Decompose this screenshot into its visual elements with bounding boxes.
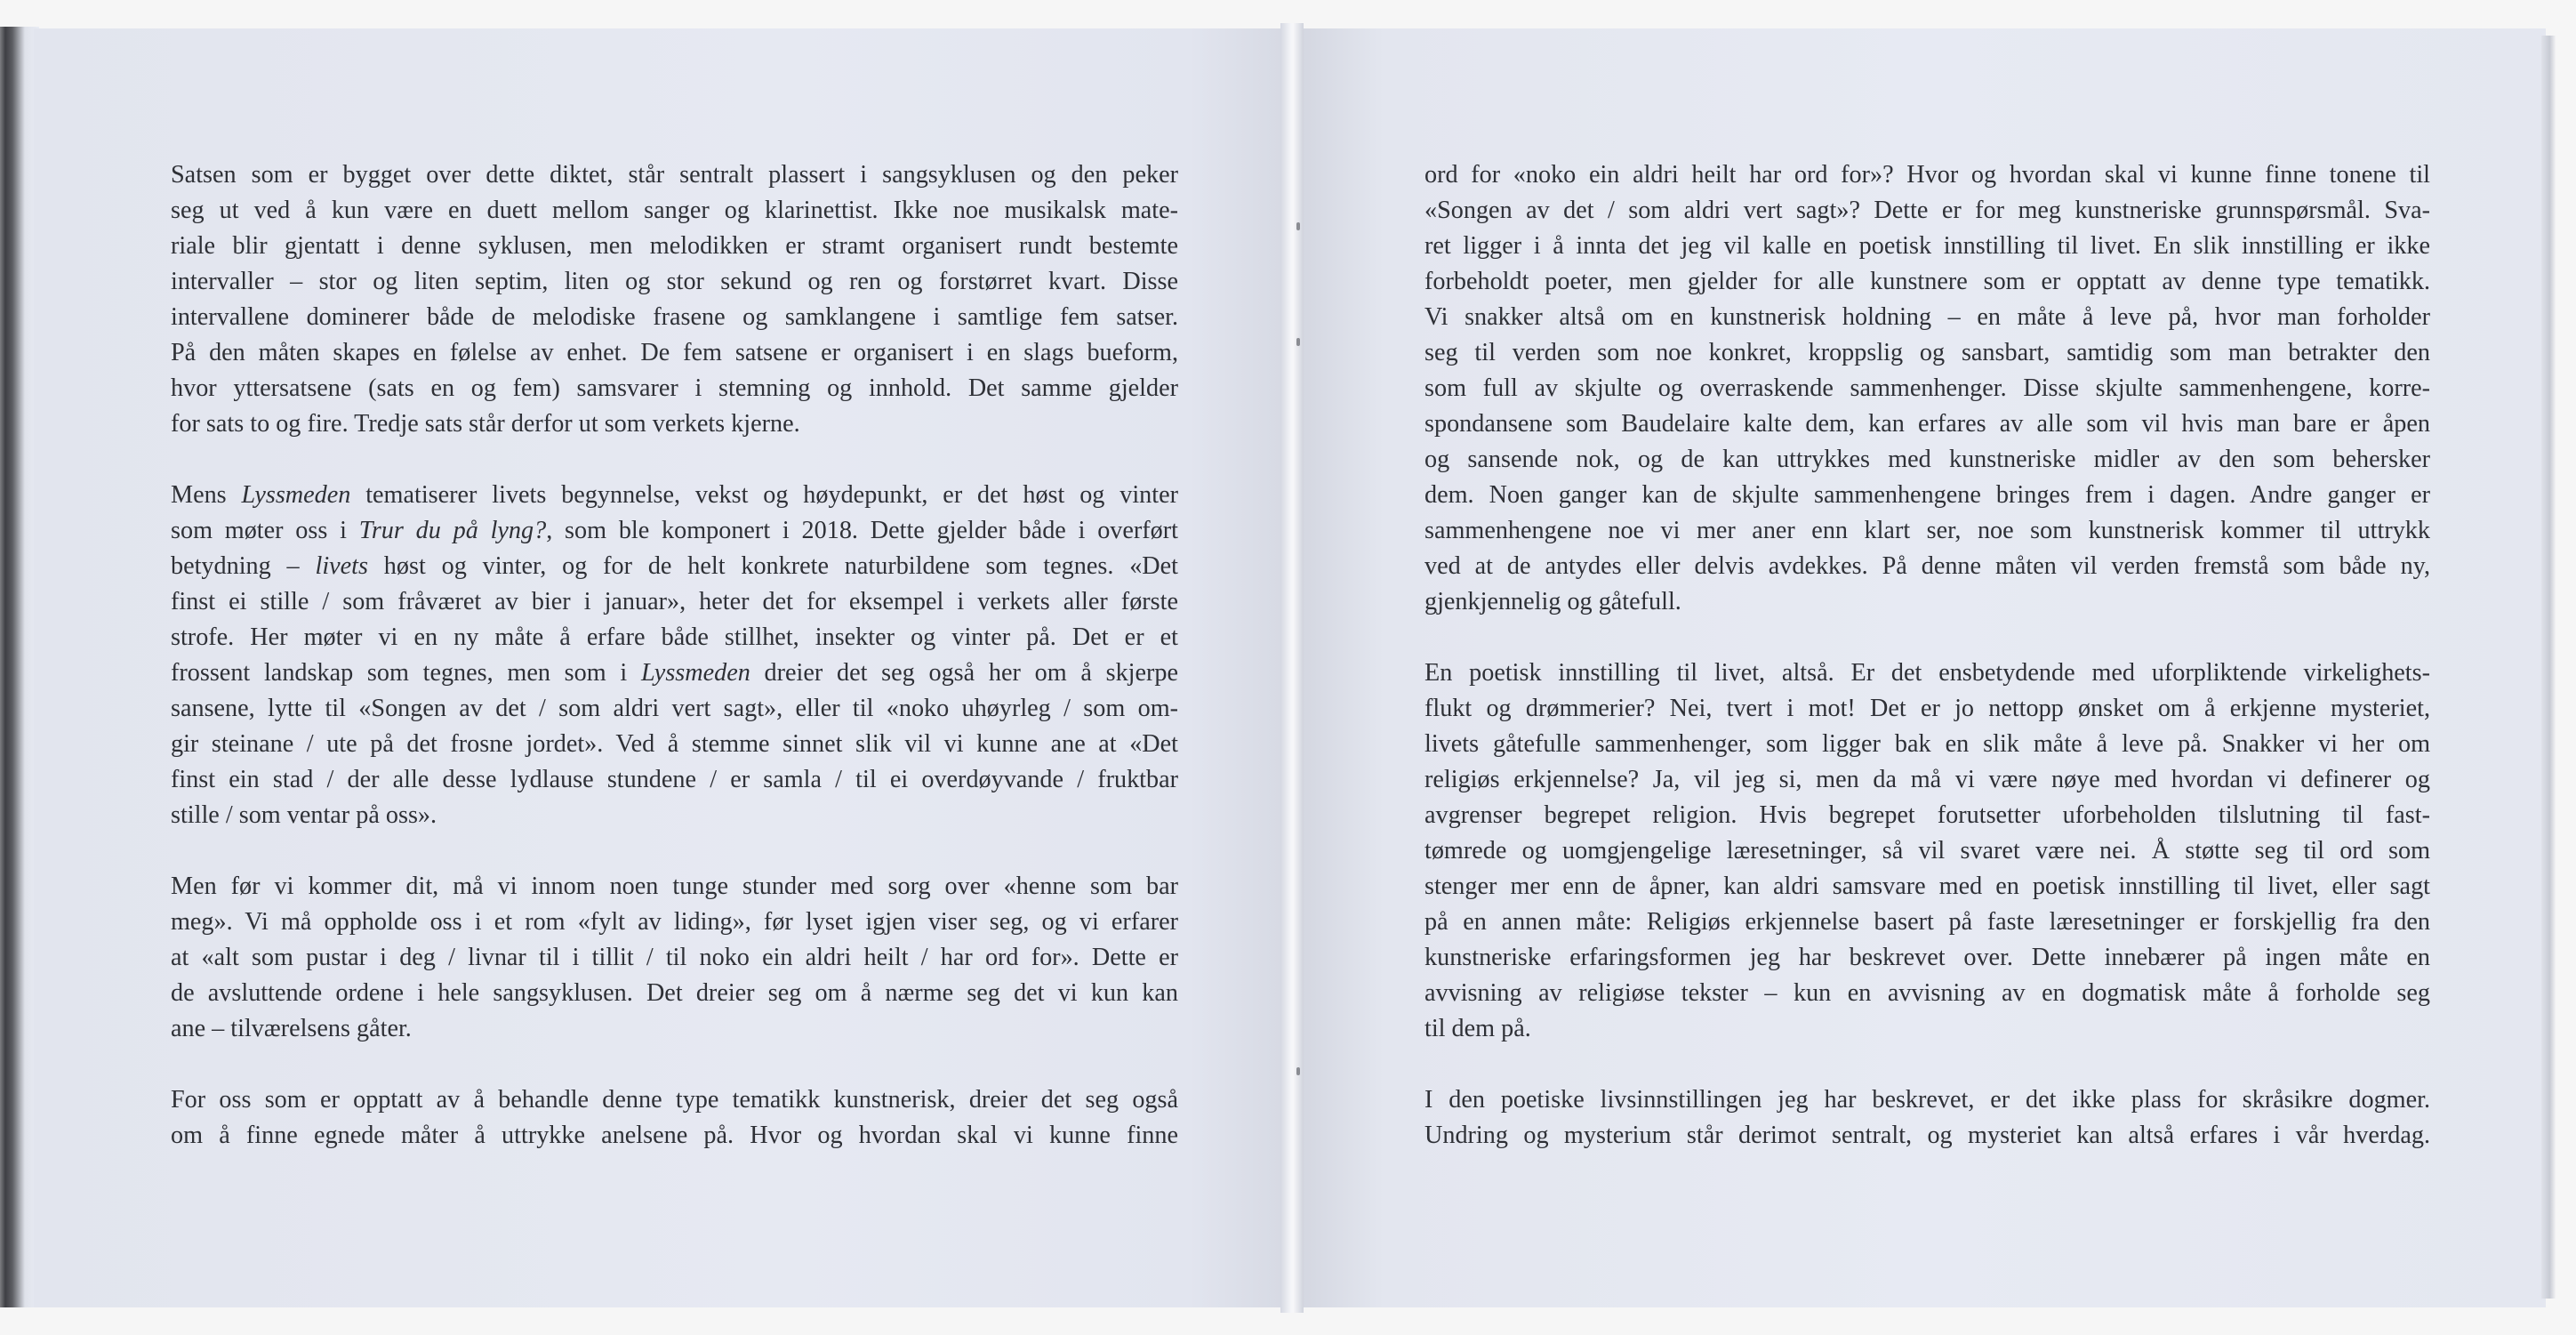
text-line: de avsluttende ordene i hele sangsyklusen. Det dreier seg om å nærme seg det vi kun kan <box>171 979 1178 1007</box>
paragraph <box>171 869 1178 1047</box>
text-line: riale blir gjentatt i denne syklusen, men melodikken er stramt organisert rundt bestemte <box>171 232 1178 260</box>
text-line: «Songen av det / som aldri vert sagt»? Dette er for meg kunstneriske grunnspørsmål. Sva- <box>1424 197 2430 224</box>
paragraph <box>171 478 1178 833</box>
text-line: sansene, lytte til «Songen av det / som aldri vert sagt», eller til «noko uhøyrleg / som om- <box>171 695 1178 722</box>
text-line: avvisning av religiøse tekster – kun en avvisning av en dogmatisk måte å forholde seg <box>1424 979 2430 1007</box>
paragraph <box>1424 1082 2430 1154</box>
text-line: seg ut ved å kun være en duett mellom sanger og klarinettist. Ikke noe musikalsk mate- <box>171 197 1178 224</box>
text-line: ret ligger i å innta det jeg vil kalle en poetisk innstilling til livet. En slik innstilling er ikke <box>1424 232 2430 260</box>
text-line: forbeholdt poeter, men gjelder for alle kunstnere som er opptatt av denne type tematikk. <box>1424 268 2430 295</box>
text-line: og sansende nok, og de kan uttrykkes med kunstneriske midler av den som behersker <box>1424 446 2430 473</box>
text-line: En poetisk innstilling til livet, altså. Er det ensbetydende med uforpliktende virkelighets- <box>1424 659 2430 687</box>
text-line: flukt og drømmerier? Nei, tvert i mot! Det er jo nettopp ønsket om å erkjenne mysteriet, <box>1424 695 2430 722</box>
text-line: Satsen som er bygget over dette diktet, står sentralt plassert i sangsyklusen og den peker <box>171 161 1178 189</box>
paragraph <box>171 157 1178 442</box>
text-line: For oss som er opptatt av å behandle denne type tematikk kunstnerisk, dreier det seg også <box>171 1086 1178 1114</box>
paragraph <box>1424 157 2430 620</box>
text-line: avgrenser begrepet religion. Hvis begrepet forutsetter uforbeholden tilslutning til fast- <box>1424 801 2430 829</box>
text-line: seg til verden som noe konkret, kroppslig og sansbart, samtidig som man betrakter den <box>1424 339 2430 366</box>
text-line: Men før vi kommer dit, må vi innom noen tunge stunder med sorg over «henne som bar <box>171 873 1178 900</box>
text-line: ord for «noko ein aldri heilt har ord for»? Hvor og hvordan skal vi kunne finne tonene til <box>1424 161 2430 189</box>
text-line: Mens Lyssmeden tematiserer livets begynnelse, vekst og høydepunkt, er det høst og vinter <box>171 481 1178 509</box>
text-line: I den poetiske livsinnstillingen jeg har beskrevet, er det ikke plass for skråsikre dogmer. <box>1424 1086 2430 1114</box>
text-line: livets gåtefulle sammenhenger, som ligger bak en slik måte å leve på. Snakker vi her om <box>1424 730 2430 758</box>
text-line: meg». Vi må oppholde oss i et rom «fylt av liding», før lyset igjen viser seg, og vi erfarer <box>171 908 1178 936</box>
spine-gutter <box>1280 23 1304 1313</box>
text-line: finst ein stad / der alle desse lydlause stundene / er samla / til ei overdøyvande / fruktbar <box>171 766 1178 793</box>
paragraph <box>1424 655 2430 1047</box>
text-line: kunstneriske erfaringsformen jeg har beskrevet over. Dette innebærer på ingen måte en <box>1424 944 2430 971</box>
text-line: intervallene dominerer både de melodiske frasene og samklangene i samtlige fem satser. <box>171 303 1178 331</box>
staple-mark <box>1296 338 1300 346</box>
text-line: tømrede og uomgjengelige læresetninger, så vil svaret være nei. Å støtte seg til ord som <box>1424 837 2430 865</box>
text-line: betydning – livets høst og vinter, og for de helt konkrete naturbildene som tegnes. «Det <box>171 552 1178 580</box>
text-line: dem. Noen ganger kan de skjulte sammenhengene bringes frem i dagen. Andre ganger er <box>1424 481 2430 509</box>
text-line: ane – tilværelsens gåter. <box>171 1015 412 1042</box>
text-line: sammenhengene noe vi mer aner enn klart ser, noe som kunstnerisk kommer til uttrykk <box>1424 517 2430 544</box>
text-line: om å finne egnede måter å uttrykke anelsene på. Hvor og hvordan skal vi kunne finne <box>171 1122 1178 1149</box>
paragraph <box>171 1082 1178 1154</box>
text-line: at «alt som pustar i deg / livnar til i tillit / til noko ein aldri heilt / har ord for». Dette er <box>171 944 1178 971</box>
text-line: gjenkjennelig og gåtefull. <box>1424 588 1681 615</box>
text-line: Vi snakker altså om en kunstnerisk holdning – en måte å leve på, hvor man forholder <box>1424 303 2430 331</box>
staple-mark <box>1296 1067 1300 1075</box>
booklet-right-edge <box>2541 36 2556 1299</box>
text-line: Undring og mysterium står derimot sentralt, og mysteriet kan altså erfares i vår hverdag. <box>1424 1122 2430 1149</box>
text-line: gir steinane / ute på det frosne jordet». Ved å stemme sinnet slik vil vi kunne ane at «Det <box>171 730 1178 758</box>
text-line: som full av skjulte og overraskende sammenhenger. Disse skjulte sammenhengene, korre- <box>1424 374 2430 402</box>
text-line: for sats to og fire. Tredje sats står derfor ut som verkets kjerne. <box>171 410 800 438</box>
text-line: stille / som ventar på oss». <box>171 801 437 829</box>
text-line: på en annen måte: Religiøs erkjennelse basert på faste læresetninger er forskjellig fra den <box>1424 908 2430 936</box>
text-line: spondansene som Baudelaire kalte dem, kan erfares av alle som vil hvis man bare er åpen <box>1424 410 2430 438</box>
text-line: hvor yttersatsene (sats en og fem) samsvarer i stemning og innhold. Det samme gjelder <box>171 374 1178 402</box>
text-line: ved at de antydes eller delvis avdekkes. På denne måten vil verden fremstå som både ny, <box>1424 552 2430 580</box>
text-line: strofe. Her møter vi en ny måte å erfare både stillhet, insekter og vinter på. Det er et <box>171 623 1178 651</box>
staple-mark <box>1296 222 1300 230</box>
text-line: til dem på. <box>1424 1015 1531 1042</box>
left-page-text <box>171 157 1178 1154</box>
text-line: som møter oss i Trur du på lyng?, som ble komponert i 2018. Dette gjelder både i overført <box>171 517 1178 544</box>
text-line: intervaller – stor og liten septim, liten og stor sekund og ren og forstørret kvart. Disse <box>171 268 1178 295</box>
text-line: frossent landskap som tegnes, men som i Lyssmeden dreier det seg også her om å skjerpe <box>171 659 1178 687</box>
text-line: religiøs erkjennelse? Ja, vil jeg si, men da må vi være nøye med hvordan vi definerer og <box>1424 766 2430 793</box>
right-page-text <box>1424 157 2430 1154</box>
text-line: finst ei stille / som fråværet av bier i januar», heter det for eksempel i verkets aller første <box>171 588 1178 615</box>
text-line: stenger mer enn de åpner, kan aldri samsvare med en poetisk innstilling til livet, eller sagt <box>1424 873 2430 900</box>
text-line: På den måten skapes en følelse av enhet. De fem satsene er organisert i en slags bueform, <box>171 339 1178 366</box>
